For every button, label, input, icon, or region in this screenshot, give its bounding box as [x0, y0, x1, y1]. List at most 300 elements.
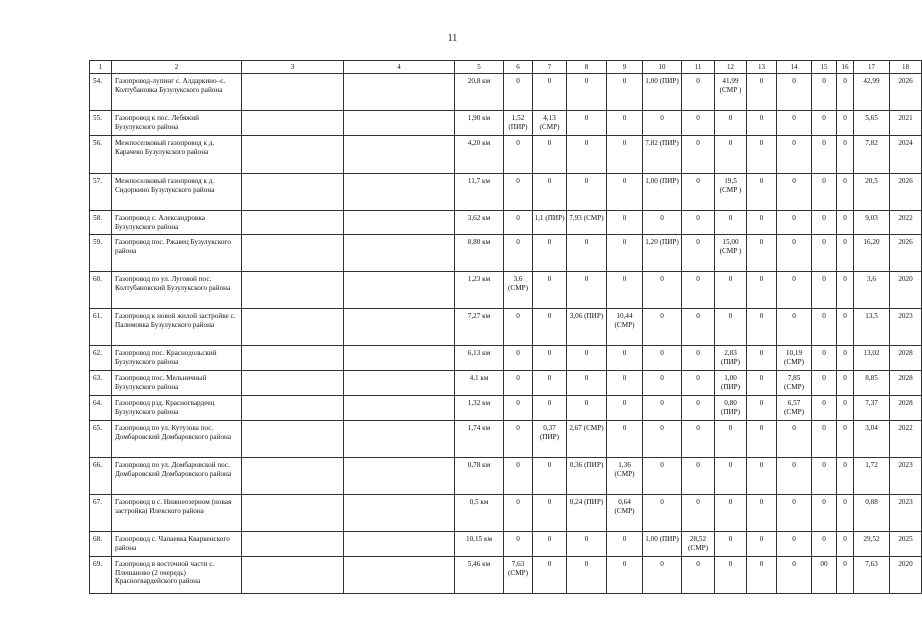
value-cell: 0: [607, 557, 643, 594]
object-name: Газопровод пос. Краснодольский Бузулукского района: [112, 346, 242, 371]
value-cell: 0: [837, 421, 854, 458]
value-cell: 0: [747, 74, 777, 111]
length-cell: 8,80 км: [455, 235, 504, 272]
total-cell: 5,65: [854, 111, 890, 136]
value-cell: 0: [607, 396, 643, 421]
value-cell: 0: [533, 458, 567, 495]
column-header: 9: [607, 61, 643, 74]
total-cell: 16,20: [854, 235, 890, 272]
value-cell: 0,64 (СМР): [607, 495, 643, 532]
value-cell: 0: [812, 371, 837, 396]
length-cell: 10,15 км: [455, 532, 504, 557]
column-header: 6: [504, 61, 533, 74]
object-name: Газопровод с. Александровка Бузулукского района: [112, 211, 242, 235]
value-cell: 0: [504, 421, 533, 458]
value-cell: 0: [777, 111, 812, 136]
value-cell: 10,44 (СМР): [607, 309, 643, 346]
value-cell: 0: [533, 235, 567, 272]
value-cell: [242, 235, 344, 272]
object-name: Газопровод в с. Нижнеозерном (новая застройка) Илекского района: [112, 495, 242, 532]
table-row: [90, 111, 922, 136]
year-cell: 2026: [890, 74, 922, 111]
length-cell: 4,1 км: [455, 371, 504, 396]
value-cell: 0: [643, 458, 682, 495]
table-row: [90, 396, 922, 421]
value-cell: 0: [533, 309, 567, 346]
value-cell: 0: [504, 458, 533, 495]
value-cell: 0: [715, 421, 747, 458]
total-cell: 7,63: [854, 557, 890, 594]
value-cell: 0: [837, 111, 854, 136]
value-cell: 0: [643, 495, 682, 532]
value-cell: 0: [607, 235, 643, 272]
value-cell: 0: [643, 421, 682, 458]
value-cell: 0: [567, 235, 607, 272]
row-number: 60.: [90, 272, 112, 309]
value-cell: [344, 74, 455, 111]
object-name: Газопровод с. Чапаевка Кваркенского района: [112, 532, 242, 557]
length-cell: 5,46 км: [455, 557, 504, 594]
value-cell: 0: [837, 346, 854, 371]
row-number: 61.: [90, 309, 112, 346]
value-cell: 0: [682, 235, 715, 272]
length-cell: 1,90 км: [455, 111, 504, 136]
value-cell: 0: [777, 136, 812, 174]
value-cell: 7,82 (ПИР): [643, 136, 682, 174]
value-cell: 0: [812, 421, 837, 458]
value-cell: [242, 396, 344, 421]
header-row: [90, 61, 922, 74]
value-cell: [242, 111, 344, 136]
value-cell: [242, 346, 344, 371]
object-name: Газопровод по ул. Кутузова пос. Домбаровский Домбаровского района: [112, 421, 242, 458]
year-cell: 2023: [890, 458, 922, 495]
table-row: [90, 174, 922, 211]
value-cell: 0: [682, 421, 715, 458]
value-cell: 0: [715, 111, 747, 136]
value-cell: 0: [682, 74, 715, 111]
value-cell: 0,24 (ПИР): [567, 495, 607, 532]
value-cell: [344, 532, 455, 557]
value-cell: 0: [533, 371, 567, 396]
value-cell: 0: [747, 346, 777, 371]
value-cell: [344, 421, 455, 458]
value-cell: 0: [812, 458, 837, 495]
total-cell: 1,72: [854, 458, 890, 495]
table-row: [90, 421, 922, 458]
value-cell: 0: [747, 235, 777, 272]
value-cell: 0: [747, 371, 777, 396]
value-cell: 0: [747, 396, 777, 421]
value-cell: 0: [567, 272, 607, 309]
year-cell: 2020: [890, 557, 922, 594]
value-cell: 0: [777, 174, 812, 211]
value-cell: [344, 346, 455, 371]
column-header: 3: [242, 61, 344, 74]
total-cell: 20,5: [854, 174, 890, 211]
row-number: 57.: [90, 174, 112, 211]
object-name: Межпоселковый газопровод к д. Сидоркино Бузулукского района: [112, 174, 242, 211]
value-cell: 0: [747, 458, 777, 495]
value-cell: 1,1 (ПИР): [533, 211, 567, 235]
value-cell: 0: [837, 532, 854, 557]
value-cell: 0: [777, 458, 812, 495]
value-cell: 0: [504, 396, 533, 421]
value-cell: 0: [682, 495, 715, 532]
object-name: Газопровод рзд. Красногвардеец Бузулукского района: [112, 396, 242, 421]
value-cell: 0: [837, 235, 854, 272]
value-cell: [344, 557, 455, 594]
column-header: 12: [715, 61, 747, 74]
length-cell: 7,27 км: [455, 309, 504, 346]
value-cell: 0: [682, 174, 715, 211]
value-cell: 0: [747, 421, 777, 458]
value-cell: 0: [777, 309, 812, 346]
value-cell: 0: [504, 309, 533, 346]
value-cell: 0: [747, 557, 777, 594]
value-cell: 19,5 (СМР ): [715, 174, 747, 211]
value-cell: 2,67 (СМР): [567, 421, 607, 458]
value-cell: [344, 396, 455, 421]
value-cell: 0: [812, 309, 837, 346]
value-cell: 0: [643, 272, 682, 309]
value-cell: 0: [504, 346, 533, 371]
column-header: 14: [777, 61, 812, 74]
value-cell: 0: [682, 136, 715, 174]
value-cell: 7,63 (СМР): [504, 557, 533, 594]
value-cell: 0,37 (ПИР): [533, 421, 567, 458]
value-cell: 0: [837, 495, 854, 532]
value-cell: [344, 136, 455, 174]
year-cell: 2022: [890, 421, 922, 458]
year-cell: 2028: [890, 396, 922, 421]
table-row: [90, 557, 922, 594]
value-cell: 1,00 (ПИР): [643, 532, 682, 557]
value-cell: 00: [812, 557, 837, 594]
table-row: [90, 211, 922, 235]
column-header: 15: [812, 61, 837, 74]
value-cell: 0: [777, 74, 812, 111]
value-cell: 0: [812, 211, 837, 235]
value-cell: 0: [777, 495, 812, 532]
value-cell: 0: [504, 136, 533, 174]
page-number: 11: [447, 33, 458, 44]
row-number: 65.: [90, 421, 112, 458]
column-header: 18: [890, 61, 922, 74]
year-cell: 2026: [890, 235, 922, 272]
table-row: [90, 495, 922, 532]
length-cell: 1,74 км: [455, 421, 504, 458]
object-name: Газопровод к пос. Лебяжий Бузулукского района: [112, 111, 242, 136]
value-cell: [242, 532, 344, 557]
value-cell: [344, 458, 455, 495]
value-cell: 0: [682, 309, 715, 346]
value-cell: 0: [643, 211, 682, 235]
length-cell: 3,62 км: [455, 211, 504, 235]
value-cell: 1,52 (ПИР): [504, 111, 533, 136]
value-cell: 0: [607, 371, 643, 396]
value-cell: 0: [812, 136, 837, 174]
value-cell: 0: [715, 532, 747, 557]
total-cell: 7,82: [854, 136, 890, 174]
length-cell: 0,78 км: [455, 458, 504, 495]
value-cell: 0: [747, 136, 777, 174]
value-cell: 0: [747, 532, 777, 557]
table-row: [90, 136, 922, 174]
value-cell: 0: [533, 174, 567, 211]
table-row: [90, 371, 922, 396]
column-header: 17: [854, 61, 890, 74]
value-cell: 0: [837, 211, 854, 235]
value-cell: 0: [607, 421, 643, 458]
value-cell: 0: [777, 211, 812, 235]
value-cell: 0: [812, 396, 837, 421]
total-cell: 3,6: [854, 272, 890, 309]
value-cell: [242, 136, 344, 174]
value-cell: [344, 174, 455, 211]
row-number: 56.: [90, 136, 112, 174]
value-cell: [242, 74, 344, 111]
value-cell: 0: [567, 532, 607, 557]
value-cell: 0: [837, 309, 854, 346]
value-cell: [242, 495, 344, 532]
value-cell: 0: [567, 74, 607, 111]
value-cell: [344, 235, 455, 272]
value-cell: 0: [567, 174, 607, 211]
value-cell: 0: [533, 272, 567, 309]
value-cell: [344, 495, 455, 532]
year-cell: 2028: [890, 346, 922, 371]
value-cell: 1,20 (ПИР): [643, 235, 682, 272]
total-cell: 29,52: [854, 532, 890, 557]
value-cell: 15,00 (СМР ): [715, 235, 747, 272]
year-cell: 2025: [890, 532, 922, 557]
value-cell: 0: [682, 272, 715, 309]
table-row: [90, 74, 922, 111]
value-cell: 0: [533, 136, 567, 174]
length-cell: 0,5 км: [455, 495, 504, 532]
value-cell: 0: [607, 211, 643, 235]
value-cell: 0: [837, 74, 854, 111]
value-cell: 0: [567, 371, 607, 396]
object-name: Газопровод по ул. Домбаровской пос. Домбаровский Домбаровского района: [112, 458, 242, 495]
value-cell: 0: [607, 532, 643, 557]
column-header: 1: [90, 61, 112, 74]
year-cell: 2024: [890, 136, 922, 174]
value-cell: 0: [837, 396, 854, 421]
value-cell: 0: [504, 74, 533, 111]
value-cell: 0: [715, 557, 747, 594]
value-cell: 0: [715, 309, 747, 346]
object-name: Газопровод-лупинг с. Алдаркино–с. Колтубановка Бузулукского района: [112, 74, 242, 111]
value-cell: 0: [812, 495, 837, 532]
total-cell: 13,5: [854, 309, 890, 346]
row-number: 55.: [90, 111, 112, 136]
value-cell: 0: [533, 74, 567, 111]
total-cell: 3,04: [854, 421, 890, 458]
value-cell: 0: [715, 495, 747, 532]
value-cell: 0: [837, 371, 854, 396]
value-cell: 0: [643, 371, 682, 396]
column-header: 4: [344, 61, 455, 74]
value-cell: 0: [777, 421, 812, 458]
value-cell: 1,00 (ПИР): [643, 174, 682, 211]
value-cell: 0: [533, 396, 567, 421]
value-cell: 0: [747, 174, 777, 211]
value-cell: 7,93 (СМР): [567, 211, 607, 235]
length-cell: 1,32 км: [455, 396, 504, 421]
value-cell: 0: [682, 346, 715, 371]
value-cell: 0: [607, 346, 643, 371]
row-number: 59.: [90, 235, 112, 272]
value-cell: [344, 272, 455, 309]
year-cell: 2023: [890, 495, 922, 532]
column-header: 7: [533, 61, 567, 74]
value-cell: 0: [747, 272, 777, 309]
value-cell: 0: [567, 557, 607, 594]
value-cell: 0: [504, 211, 533, 235]
value-cell: 0: [567, 111, 607, 136]
value-cell: 0: [504, 371, 533, 396]
row-number: 66.: [90, 458, 112, 495]
value-cell: 0: [715, 136, 747, 174]
value-cell: [242, 211, 344, 235]
total-cell: 9,03: [854, 211, 890, 235]
value-cell: [344, 371, 455, 396]
value-cell: 0: [607, 272, 643, 309]
value-cell: 0: [643, 557, 682, 594]
value-cell: 0: [715, 458, 747, 495]
value-cell: 7,85 (СМР): [777, 371, 812, 396]
value-cell: 0: [682, 458, 715, 495]
value-cell: 0: [837, 458, 854, 495]
total-cell: 8,85: [854, 371, 890, 396]
value-cell: 0: [747, 309, 777, 346]
value-cell: [344, 211, 455, 235]
value-cell: 0: [812, 174, 837, 211]
column-header: 13: [747, 61, 777, 74]
value-cell: 0: [607, 111, 643, 136]
value-cell: 0: [504, 174, 533, 211]
column-header: 10: [643, 61, 682, 74]
value-cell: 0: [504, 235, 533, 272]
value-cell: [242, 309, 344, 346]
row-number: 58.: [90, 211, 112, 235]
column-header: 8: [567, 61, 607, 74]
table-row: [90, 272, 922, 309]
value-cell: 0: [837, 136, 854, 174]
value-cell: 0: [504, 495, 533, 532]
value-cell: 0: [837, 557, 854, 594]
value-cell: 41,99 (СМР ): [715, 74, 747, 111]
value-cell: 0: [747, 211, 777, 235]
row-number: 68.: [90, 532, 112, 557]
value-cell: 0: [812, 272, 837, 309]
length-cell: 4,20 км: [455, 136, 504, 174]
value-cell: 1,00 (ПИР): [715, 371, 747, 396]
value-cell: 0: [812, 111, 837, 136]
value-cell: 0: [777, 235, 812, 272]
table-row: [90, 458, 922, 495]
value-cell: 0,36 (ПИР): [567, 458, 607, 495]
value-cell: 0: [682, 557, 715, 594]
table-row: [90, 309, 922, 346]
value-cell: 0: [567, 136, 607, 174]
value-cell: 0: [682, 111, 715, 136]
value-cell: 0: [777, 272, 812, 309]
total-cell: 7,37: [854, 396, 890, 421]
column-header: 2: [112, 61, 242, 74]
row-number: 54.: [90, 74, 112, 111]
object-name: Газопровод пос. Ржавец Бузулукского района: [112, 235, 242, 272]
object-name: Межпоселковый газопровод к д. Карачево Бузулукского района: [112, 136, 242, 174]
value-cell: 0: [607, 74, 643, 111]
column-header: 16: [837, 61, 854, 74]
value-cell: 3,06 (ПИР): [567, 309, 607, 346]
length-cell: 1,23 км: [455, 272, 504, 309]
year-cell: 2022: [890, 211, 922, 235]
value-cell: 0: [715, 272, 747, 309]
value-cell: 0: [837, 272, 854, 309]
value-cell: 4,13 (СМР): [533, 111, 567, 136]
value-cell: 0: [504, 532, 533, 557]
row-number: 67.: [90, 495, 112, 532]
column-header: 11: [682, 61, 715, 74]
object-name: Газопровод в восточной части с. Плешаново (2 очередь) Красногвардейского района: [112, 557, 242, 594]
value-cell: [242, 458, 344, 495]
length-cell: 11,7 км: [455, 174, 504, 211]
value-cell: 0: [812, 532, 837, 557]
value-cell: [242, 174, 344, 211]
value-cell: [242, 272, 344, 309]
value-cell: 0: [643, 396, 682, 421]
row-number: 62.: [90, 346, 112, 371]
value-cell: 0: [812, 74, 837, 111]
value-cell: 0: [607, 174, 643, 211]
value-cell: 0: [812, 346, 837, 371]
value-cell: 0: [777, 532, 812, 557]
value-cell: 0: [533, 557, 567, 594]
total-cell: 13,02: [854, 346, 890, 371]
year-cell: 2028: [890, 371, 922, 396]
value-cell: 0: [682, 396, 715, 421]
table-row: [90, 346, 922, 371]
value-cell: 0: [567, 396, 607, 421]
row-number: 63.: [90, 371, 112, 396]
value-cell: 0: [567, 346, 607, 371]
value-cell: 0: [533, 346, 567, 371]
object-name: Газопровод пос. Мельничный Бузулукского района: [112, 371, 242, 396]
value-cell: [344, 111, 455, 136]
value-cell: 0,80 (ПИР): [715, 396, 747, 421]
row-number: 64.: [90, 396, 112, 421]
value-cell: 0: [533, 532, 567, 557]
value-cell: 3,6 (СМР): [504, 272, 533, 309]
value-cell: 0: [643, 111, 682, 136]
value-cell: 0: [682, 371, 715, 396]
value-cell: 2,83 (ПИР): [715, 346, 747, 371]
value-cell: 0: [643, 346, 682, 371]
value-cell: 0: [812, 235, 837, 272]
total-cell: 0,88: [854, 495, 890, 532]
year-cell: 2026: [890, 174, 922, 211]
value-cell: 10,19 (СМР): [777, 346, 812, 371]
column-header: 5: [455, 61, 504, 74]
value-cell: 6,57 (СМР): [777, 396, 812, 421]
value-cell: 0: [715, 211, 747, 235]
table-row: [90, 235, 922, 272]
value-cell: 0: [747, 111, 777, 136]
